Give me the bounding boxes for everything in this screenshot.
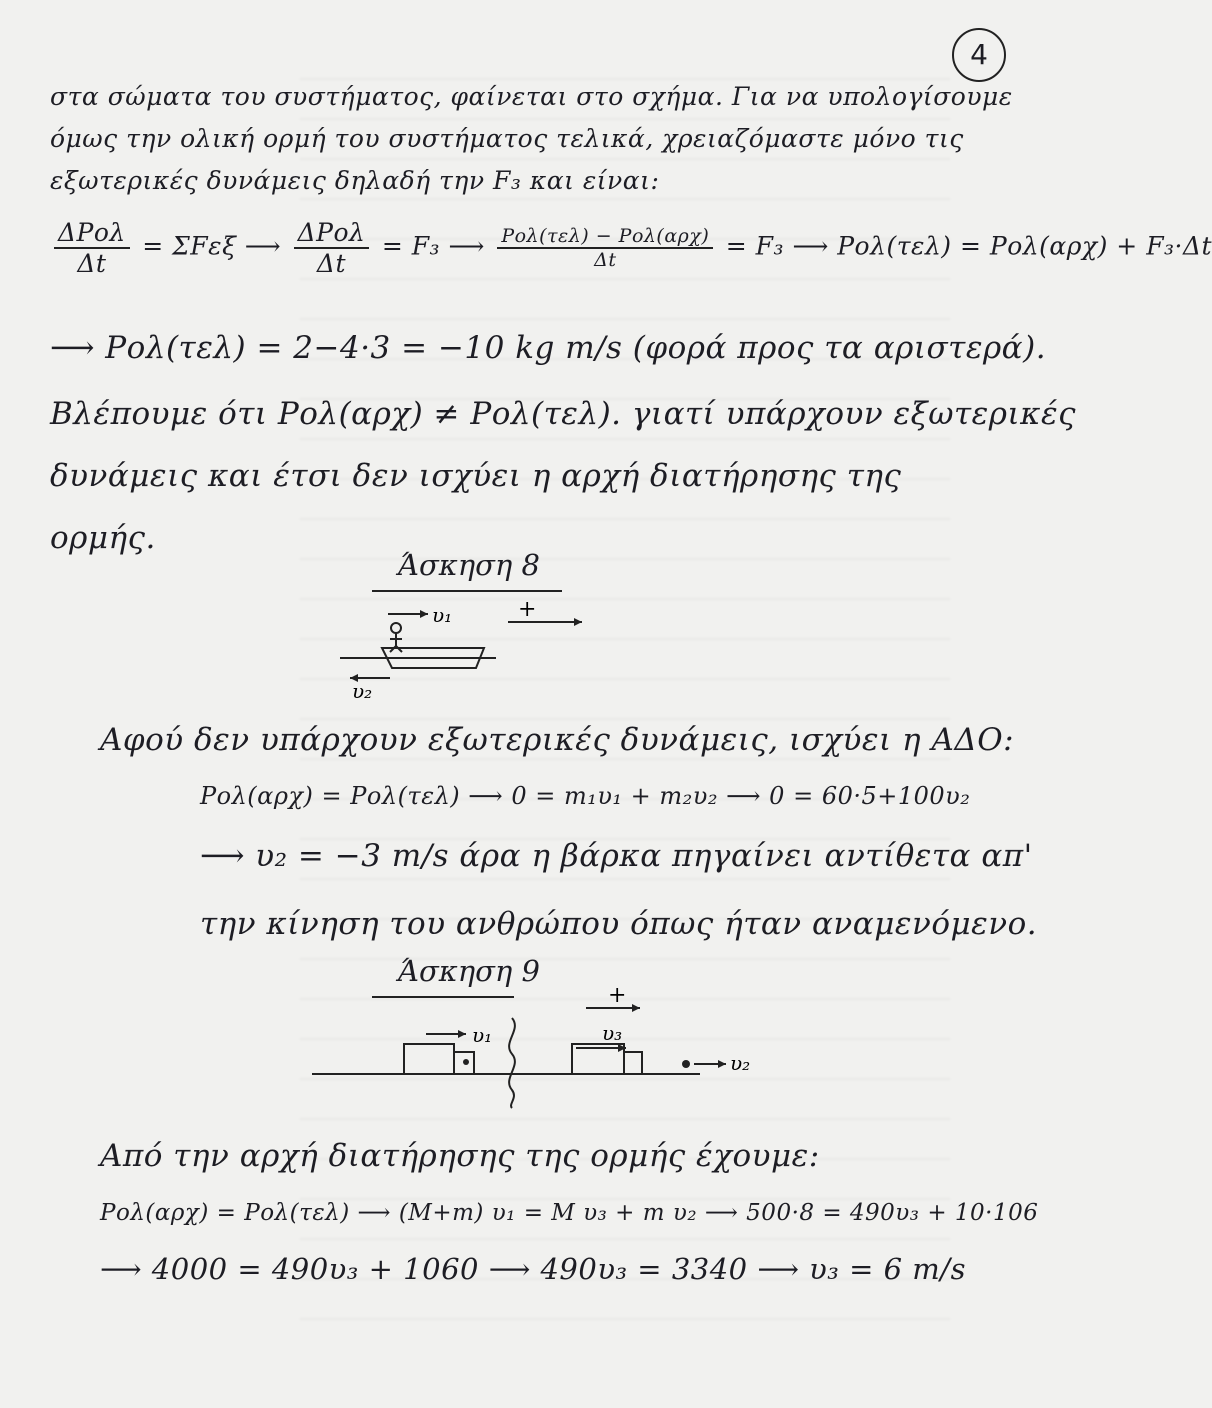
boat-diagram <box>300 596 640 706</box>
u1-label: υ₁ <box>432 603 453 627</box>
text-line-15: ⟶ 4000 = 490υ₃ + 1060 ⟶ 490υ₃ = 3340 ⟶ υ₃ = 6 m/s <box>100 1252 966 1286</box>
fraction-1-num: ΔPολ <box>54 218 130 249</box>
text-line-10: Pολ(αρχ) = Pολ(τελ) ⟶ 0 = m₁υ₁ + m₂υ₂ ⟶ 0 = 60·5+100υ₂ <box>200 782 971 810</box>
text-line-2: όμως την ολική ορμή του συστήματος τελικά, χρειαζόμαστε μόνο τις <box>50 124 964 153</box>
text-line-1: στα σώματα του συστήματος, φαίνεται στο σχήμα. Για να υπολογίσουμε <box>50 82 1013 111</box>
u2-label: υ₂ <box>352 679 373 703</box>
fraction-2-den: Δt <box>316 249 347 278</box>
text-line-12: την κίνηση του ανθρώπου όπως ήταν αναμενόμενο. <box>200 906 1038 942</box>
text-line-7: δυνάμεις και έτσι δεν ισχύει η αρχή διατήρησης της <box>50 458 902 494</box>
plus-direction-label-9: + <box>608 983 627 1008</box>
text-line-13: Από την αρχή διατήρησης της ορμής έχουμε: <box>100 1138 820 1174</box>
text-line-3: εξωτερικές δυνάμεις δηλαδή την F₃ και είναι: <box>50 166 660 195</box>
collision-diagram <box>300 976 800 1106</box>
fraction-3 <box>497 225 713 271</box>
fraction-2-num: ΔPολ <box>294 218 370 249</box>
text-line-9: Αφού δεν υπάρχουν εξωτερικές δυνάμεις, ισχύει η ΑΔΟ: <box>100 722 1015 758</box>
fraction-1-den: Δt <box>77 249 107 278</box>
text-line-8: ορμής. <box>50 520 156 556</box>
exercise-8-title: Άσκηση 8 <box>398 548 540 582</box>
exercise-8-underline <box>372 590 562 592</box>
fraction-1 <box>54 218 130 278</box>
page-number: 4 <box>952 28 1006 82</box>
text-line-11: ⟶ υ₂ = −3 m/s άρα η βάρκα πηγαίνει αντίθετα απ' <box>200 838 1033 874</box>
fraction-3-den: Δt <box>594 249 617 271</box>
text-line-5: ⟶ Pολ(τελ) = 2−4·3 = −10 kg m/s (φορά προς τα αριστερά). <box>50 330 1047 366</box>
eq-part-4: ⟶ Pολ(τελ) = Pολ(αρχ) + F₃·Δt <box>792 231 1212 261</box>
u3-label: υ₃ <box>602 1021 623 1045</box>
text-line-6: Βλέπουμε ότι Pολ(αρχ) ≠ Pολ(τελ). γιατί υπάρχουν εξωτερικές <box>50 396 1077 432</box>
u2-label-9: υ₂ <box>730 1051 751 1075</box>
plus-direction-label: + <box>518 597 537 622</box>
eq-part-2: = F₃ ⟶ <box>381 231 485 261</box>
exercise-9-title: Άσκηση 9 <box>398 954 540 988</box>
momentum-equation <box>50 218 1212 278</box>
fraction-3-num: Pολ(τελ) − Pολ(αρχ) <box>497 225 713 249</box>
eq-part-1: = ΣFεξ ⟶ <box>142 231 282 261</box>
fraction-2 <box>294 218 370 278</box>
text-line-14: Pολ(αρχ) = Pολ(τελ) ⟶ (M+m) υ₁ = M υ₃ + m υ₂ ⟶ 500·8 = 490υ₃ + 10·106 <box>100 1200 1039 1226</box>
eq-part-3: = F₃ <box>725 231 784 261</box>
u1-label-9: υ₁ <box>472 1023 493 1047</box>
